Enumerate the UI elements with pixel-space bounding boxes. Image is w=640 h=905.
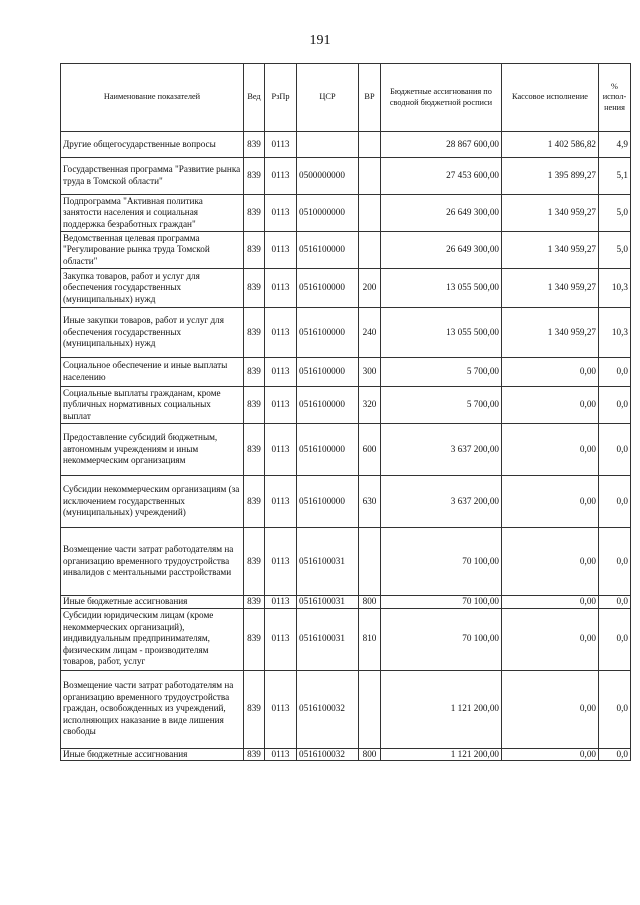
cell-percent: 0,0 bbox=[599, 476, 631, 528]
cell-rzpr: 0113 bbox=[265, 232, 297, 269]
table-row bbox=[61, 132, 631, 158]
cell-name: Социальные выплаты гражданам, кроме публичных нормативных социальных выплат bbox=[61, 387, 244, 424]
cell-vr bbox=[359, 528, 381, 596]
cell-rzpr: 0113 bbox=[265, 608, 297, 670]
cell-csr: 0510000000 bbox=[297, 195, 359, 232]
cell-name: Предоставление субсидий бюджетным, автономным учреждениям и иным некоммерческим организациям bbox=[61, 424, 244, 476]
cell-percent: 5,0 bbox=[599, 195, 631, 232]
cell-rzpr: 0113 bbox=[265, 158, 297, 195]
cell-budget: 5 700,00 bbox=[381, 358, 502, 387]
cell-cash: 0,00 bbox=[502, 358, 599, 387]
cell-percent: 0,0 bbox=[599, 424, 631, 476]
cell-percent: 10,3 bbox=[599, 308, 631, 358]
page-number: 191 bbox=[309, 33, 331, 48]
cell-csr: 0516100032 bbox=[297, 748, 359, 761]
cell-rzpr: 0113 bbox=[265, 387, 297, 424]
cell-rzpr: 0113 bbox=[265, 308, 297, 358]
cell-rzpr: 0113 bbox=[265, 269, 297, 308]
cell-budget: 13 055 500,00 bbox=[381, 308, 502, 358]
cell-ved: 839 bbox=[244, 748, 265, 761]
cell-vr: 600 bbox=[359, 424, 381, 476]
cell-name: Субсидии юридическим лицам (кроме некоммерческих организаций), индивидуальным предпринимателям, физическим лицам - производителям товаров, работ, услуг bbox=[61, 608, 244, 670]
header-vr: ВР bbox=[359, 64, 381, 132]
cell-budget: 26 649 300,00 bbox=[381, 195, 502, 232]
cell-cash: 1 340 959,27 bbox=[502, 308, 599, 358]
cell-name: Иные бюджетные ассигнования bbox=[61, 748, 244, 761]
cell-ved: 839 bbox=[244, 269, 265, 308]
cell-csr: 0516100031 bbox=[297, 608, 359, 670]
cell-budget: 70 100,00 bbox=[381, 596, 502, 609]
table-row bbox=[61, 424, 631, 476]
cell-csr: 0516100000 bbox=[297, 424, 359, 476]
cell-budget: 27 453 600,00 bbox=[381, 158, 502, 195]
cell-csr: 0516100032 bbox=[297, 670, 359, 748]
cell-rzpr: 0113 bbox=[265, 476, 297, 528]
table-header-row bbox=[61, 64, 631, 132]
cell-ved: 839 bbox=[244, 476, 265, 528]
cell-ved: 839 bbox=[244, 528, 265, 596]
cell-cash: 1 395 899,27 bbox=[502, 158, 599, 195]
cell-csr: 0516100000 bbox=[297, 387, 359, 424]
cell-budget: 13 055 500,00 bbox=[381, 269, 502, 308]
cell-ved: 839 bbox=[244, 387, 265, 424]
table-row bbox=[61, 195, 631, 232]
cell-cash: 0,00 bbox=[502, 748, 599, 761]
cell-name: Возмещение части затрат работодателям на организацию временного трудоустройства граждан, освобожденных из учреждений, исполняющих наказание в виде лишения свободы bbox=[61, 670, 244, 748]
cell-ved: 839 bbox=[244, 670, 265, 748]
cell-name: Возмещение части затрат работодателям на организацию временного трудоустройства инвалидов с ментальными расстройствами bbox=[61, 528, 244, 596]
header-cash: Кассовое исполнение bbox=[502, 64, 599, 132]
cell-name: Государственная программа "Развитие рынка труда в Томской области" bbox=[61, 158, 244, 195]
cell-csr: 0500000000 bbox=[297, 158, 359, 195]
cell-percent: 0,0 bbox=[599, 528, 631, 596]
cell-percent: 5,0 bbox=[599, 232, 631, 269]
table-row bbox=[61, 476, 631, 528]
cell-ved: 839 bbox=[244, 596, 265, 609]
cell-budget: 3 637 200,00 bbox=[381, 424, 502, 476]
table-row bbox=[61, 748, 631, 761]
cell-csr: 0516100000 bbox=[297, 476, 359, 528]
cell-name: Закупка товаров, работ и услуг для обеспечения государственных (муниципальных) нужд bbox=[61, 269, 244, 308]
cell-name: Другие общегосударственные вопросы bbox=[61, 132, 244, 158]
table-row bbox=[61, 670, 631, 748]
cell-rzpr: 0113 bbox=[265, 528, 297, 596]
cell-ved: 839 bbox=[244, 158, 265, 195]
cell-ved: 839 bbox=[244, 232, 265, 269]
cell-percent: 0,0 bbox=[599, 387, 631, 424]
cell-ved: 839 bbox=[244, 132, 265, 158]
header-ved: Вед bbox=[244, 64, 265, 132]
cell-csr: 0516100000 bbox=[297, 358, 359, 387]
header-percent: % испол-нения bbox=[599, 64, 631, 132]
cell-percent: 4,9 bbox=[599, 132, 631, 158]
cell-rzpr: 0113 bbox=[265, 195, 297, 232]
table-row bbox=[61, 387, 631, 424]
cell-cash: 0,00 bbox=[502, 387, 599, 424]
cell-vr bbox=[359, 132, 381, 158]
table-row bbox=[61, 308, 631, 358]
cell-cash: 0,00 bbox=[502, 596, 599, 609]
cell-vr: 800 bbox=[359, 748, 381, 761]
cell-percent: 5,1 bbox=[599, 158, 631, 195]
cell-csr: 0516100000 bbox=[297, 269, 359, 308]
cell-ved: 839 bbox=[244, 608, 265, 670]
cell-rzpr: 0113 bbox=[265, 748, 297, 761]
cell-vr bbox=[359, 195, 381, 232]
cell-vr: 300 bbox=[359, 358, 381, 387]
header-rzpr: РзПр bbox=[265, 64, 297, 132]
cell-cash: 0,00 bbox=[502, 670, 599, 748]
cell-rzpr: 0113 bbox=[265, 596, 297, 609]
cell-cash: 1 340 959,27 bbox=[502, 195, 599, 232]
cell-budget: 70 100,00 bbox=[381, 608, 502, 670]
cell-budget: 70 100,00 bbox=[381, 528, 502, 596]
cell-budget: 1 121 200,00 bbox=[381, 748, 502, 761]
cell-cash: 0,00 bbox=[502, 424, 599, 476]
table-row bbox=[61, 232, 631, 269]
cell-name: Иные закупки товаров, работ и услуг для обеспечения государственных (муниципальных) нужд bbox=[61, 308, 244, 358]
cell-percent: 0,0 bbox=[599, 358, 631, 387]
cell-budget: 28 867 600,00 bbox=[381, 132, 502, 158]
cell-rzpr: 0113 bbox=[265, 670, 297, 748]
cell-percent: 0,0 bbox=[599, 596, 631, 609]
header-budget: Бюджетные ассигнования по сводной бюджетной росписи bbox=[381, 64, 502, 132]
cell-vr: 240 bbox=[359, 308, 381, 358]
cell-budget: 26 649 300,00 bbox=[381, 232, 502, 269]
cell-name: Иные бюджетные ассигнования bbox=[61, 596, 244, 609]
header-name: Наименование показателей bbox=[61, 64, 244, 132]
cell-csr: 0516100031 bbox=[297, 596, 359, 609]
cell-budget: 3 637 200,00 bbox=[381, 476, 502, 528]
table-row bbox=[61, 358, 631, 387]
cell-ved: 839 bbox=[244, 308, 265, 358]
cell-csr bbox=[297, 132, 359, 158]
cell-csr: 0516100000 bbox=[297, 232, 359, 269]
cell-percent: 0,0 bbox=[599, 608, 631, 670]
cell-csr: 0516100000 bbox=[297, 308, 359, 358]
cell-vr: 200 bbox=[359, 269, 381, 308]
cell-vr: 320 bbox=[359, 387, 381, 424]
cell-name: Субсидии некоммерческим организациям (за исключением государственных (муниципальных) учреждений) bbox=[61, 476, 244, 528]
cell-ved: 839 bbox=[244, 424, 265, 476]
table-row bbox=[61, 269, 631, 308]
cell-vr: 800 bbox=[359, 596, 381, 609]
budget-execution-table bbox=[60, 63, 631, 761]
cell-name: Ведомственная целевая программа "Регулирование рынка труда Томской области" bbox=[61, 232, 244, 269]
cell-cash: 1 340 959,27 bbox=[502, 232, 599, 269]
cell-vr bbox=[359, 232, 381, 269]
cell-name: Подпрограмма "Активная политика занятости населения и социальная поддержка безработных граждан" bbox=[61, 195, 244, 232]
cell-percent: 10,3 bbox=[599, 269, 631, 308]
cell-ved: 839 bbox=[244, 195, 265, 232]
cell-cash: 1 340 959,27 bbox=[502, 269, 599, 308]
cell-rzpr: 0113 bbox=[265, 358, 297, 387]
cell-csr: 0516100031 bbox=[297, 528, 359, 596]
table-row bbox=[61, 596, 631, 609]
cell-vr bbox=[359, 670, 381, 748]
cell-percent: 0,0 bbox=[599, 670, 631, 748]
cell-rzpr: 0113 bbox=[265, 132, 297, 158]
cell-budget: 5 700,00 bbox=[381, 387, 502, 424]
cell-budget: 1 121 200,00 bbox=[381, 670, 502, 748]
cell-vr: 810 bbox=[359, 608, 381, 670]
table-row bbox=[61, 608, 631, 670]
cell-percent: 0,0 bbox=[599, 748, 631, 761]
header-csr: ЦСР bbox=[297, 64, 359, 132]
cell-cash: 1 402 586,82 bbox=[502, 132, 599, 158]
cell-rzpr: 0113 bbox=[265, 424, 297, 476]
cell-vr: 630 bbox=[359, 476, 381, 528]
cell-cash: 0,00 bbox=[502, 528, 599, 596]
cell-vr bbox=[359, 158, 381, 195]
table-row bbox=[61, 158, 631, 195]
cell-cash: 0,00 bbox=[502, 476, 599, 528]
table-row bbox=[61, 528, 631, 596]
cell-name: Социальное обеспечение и иные выплаты населению bbox=[61, 358, 244, 387]
cell-cash: 0,00 bbox=[502, 608, 599, 670]
cell-ved: 839 bbox=[244, 358, 265, 387]
